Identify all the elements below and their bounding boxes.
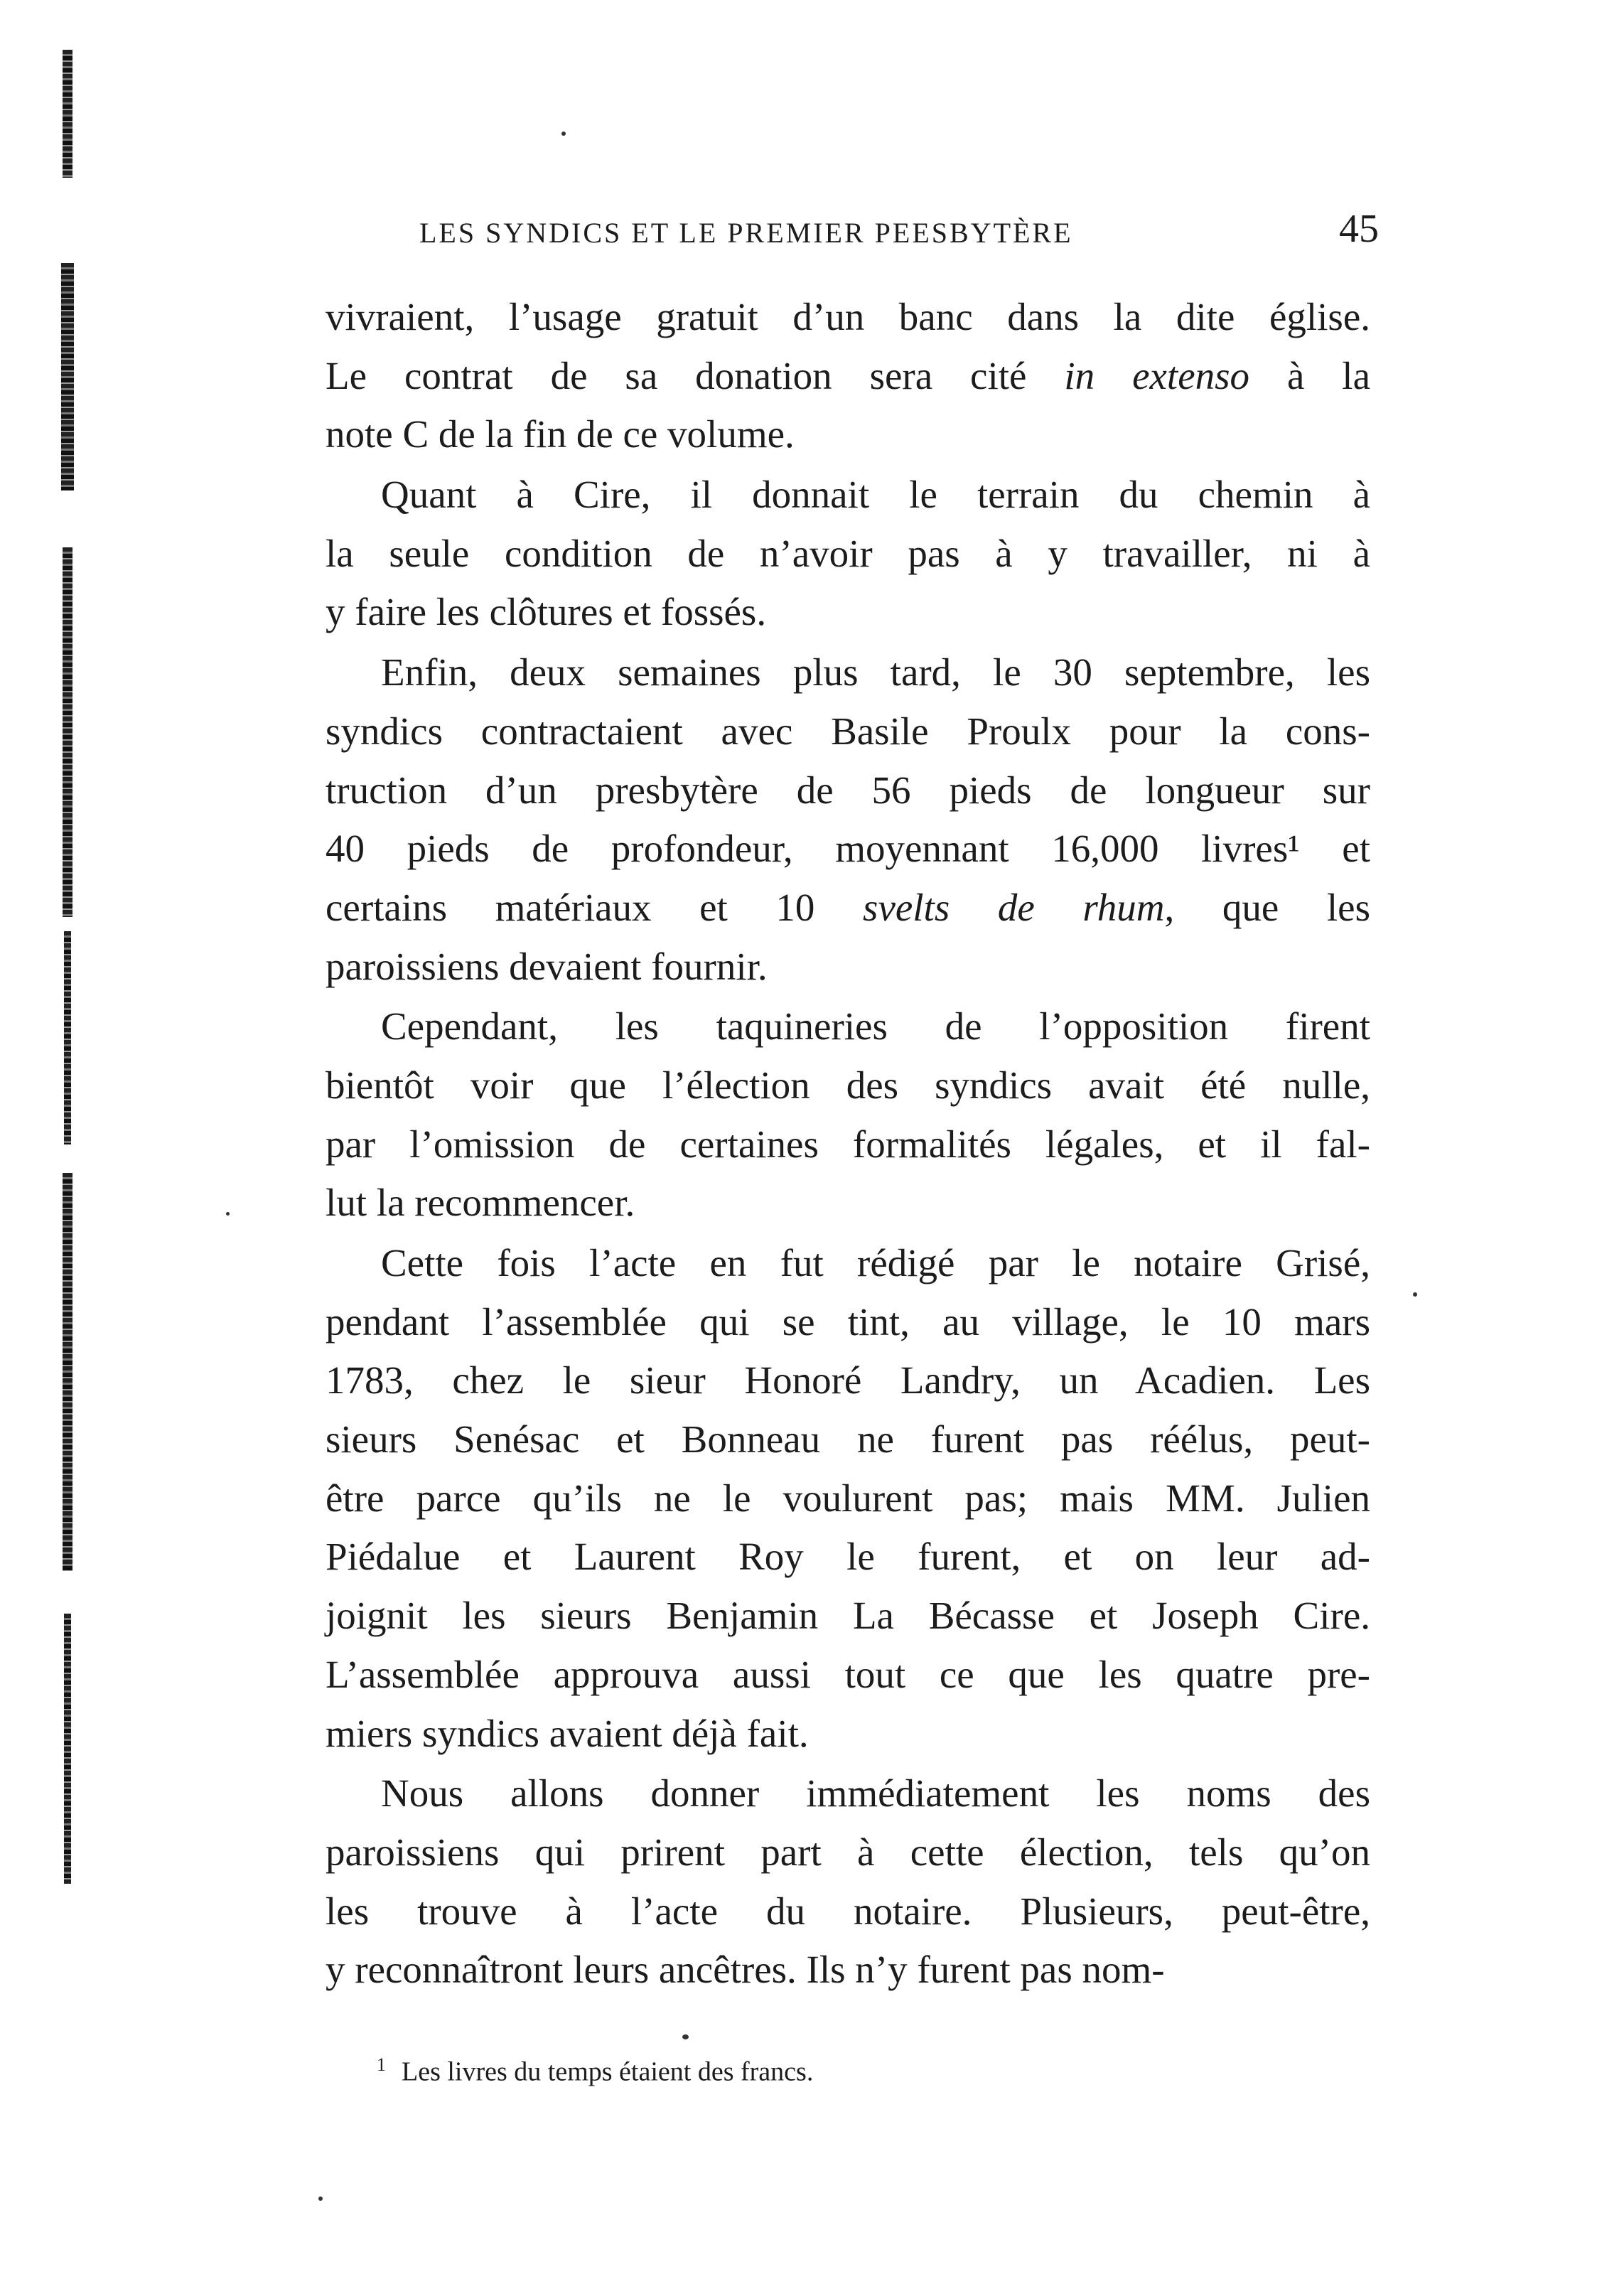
text-line: certains matériaux et 10 svelts de rhum, que les	[326, 885, 1370, 929]
text-line: paroissiens qui prirent part à cette élection, tels qu’on	[326, 1830, 1370, 1874]
speck-mark	[1413, 1292, 1417, 1297]
body-text	[326, 288, 1370, 2000]
text-line: joignit les sieurs Benjamin La Bécasse et Joseph Cire.	[326, 1594, 1370, 1638]
text-line: Enfin, deux semaines plus tard, le 30 septembre, les	[381, 650, 1370, 694]
binding-edge	[55, 50, 84, 1919]
text-line: la seule condition de n’avoir pas à y travailler, ni à	[326, 531, 1370, 575]
footnote	[377, 2054, 813, 2088]
text-line: Nous allons donner immédiatement les noms des	[381, 1771, 1370, 1816]
text-line: Cependant, les taquineries de l’opposition firent	[381, 1004, 1370, 1048]
text-line: être parce qu’ils ne le voulurent pas; mais MM. Julien	[326, 1476, 1370, 1520]
speck-mark	[682, 2034, 689, 2039]
text-line: par l’omission de certaines formalités légales, et il fal-	[326, 1122, 1370, 1166]
text-line: 1783, chez le sieur Honoré Landry, un Acadien. Les	[326, 1358, 1370, 1403]
text-line: lut la recommencer.	[326, 1181, 635, 1225]
speck-mark	[226, 1212, 230, 1216]
text-line: syndics contractaient avec Basile Proulx pour la cons-	[326, 709, 1370, 753]
text-line: y faire les clôtures et fossés.	[326, 590, 767, 634]
text-line: L’assemblée approuva aussi tout ce que les quatre pre-	[326, 1652, 1370, 1696]
text-line: pendant l’assemblée qui se tint, au village, le 10 mars	[326, 1299, 1370, 1344]
text-line: Quant à Cire, il donnait le terrain du chemin à	[381, 473, 1370, 517]
text-line: 40 pieds de profondeur, moyennant 16,000 livres¹ et	[326, 827, 1370, 871]
running-header	[419, 206, 1379, 256]
text-line: y reconnaîtront leurs ancêtres. Ils n’y furent pas nom-	[326, 1948, 1165, 1992]
text-line: miers syndics avaient déjà fait.	[326, 1711, 809, 1755]
text-line: bientôt voir que l’élection des syndics avait été nulle,	[326, 1063, 1370, 1107]
speck-mark	[561, 132, 566, 136]
text-line: les trouve à l’acte du notaire. Plusieurs, peut-être,	[326, 1889, 1370, 1933]
footnote-text: Les livres du temps étaient des francs.	[402, 2056, 814, 2087]
page-number: 45	[1339, 207, 1379, 251]
text-line: Le contrat de sa donation sera cité in extenso à la	[326, 353, 1371, 397]
footnote-marker: 1	[377, 2054, 386, 2075]
text-line: Cette fois l’acte en fut rédigé par le notaire Grisé,	[381, 1241, 1370, 1285]
text-line: note C de la fin de ce volume.	[326, 412, 795, 456]
text-line: vivraient, l’usage gratuit d’un banc dans la dite église.	[326, 295, 1370, 338]
text-line: paroissiens devaient fournir.	[326, 944, 768, 988]
text-line: sieurs Senésac et Bonneau ne furent pas réélus, peut-	[326, 1417, 1370, 1462]
text-line: Piédalue et Laurent Roy le furent, et on leur ad-	[326, 1535, 1370, 1579]
speck-mark	[318, 2197, 323, 2201]
running-title: LES SYNDICS ET LE PREMIER PEESBYTÈRE	[419, 217, 1073, 249]
text-line: truction d’un presbytère de 56 pieds de longueur sur	[326, 768, 1370, 812]
